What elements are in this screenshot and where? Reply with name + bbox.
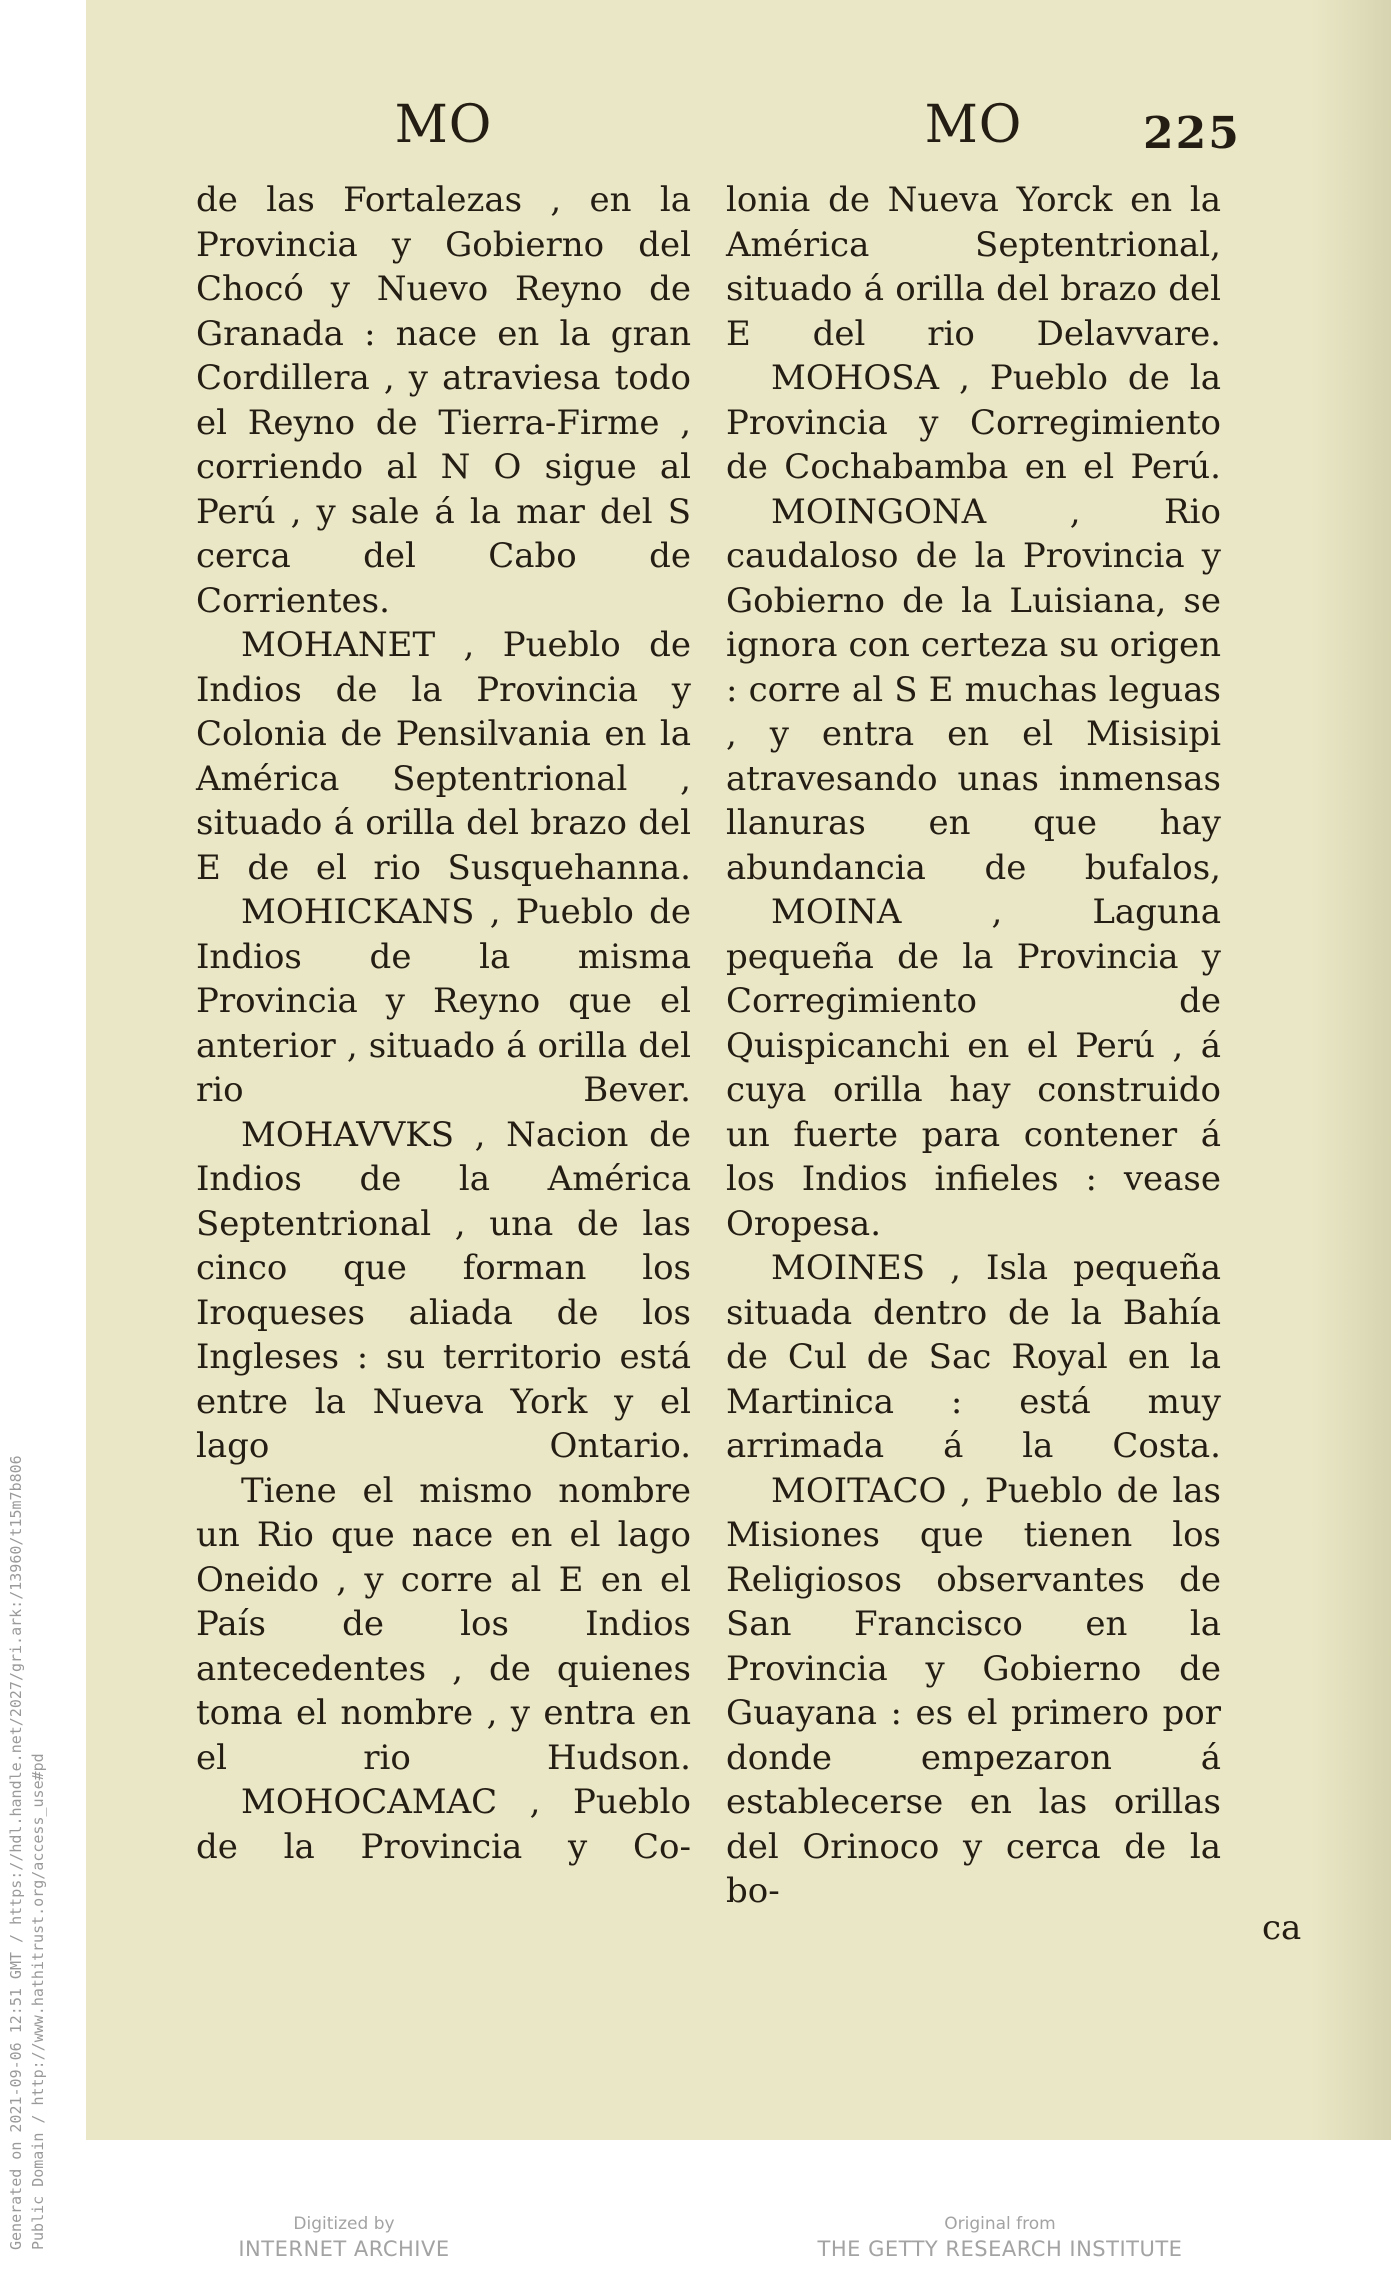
entry-paragraph: lonia de Nueva Yorck en la América Septentrional, situado á orilla del brazo del E del rio Delavvare. [726,180,1221,354]
entry-moina: MOINA , Laguna pequeña de la Provincia y Corregimiento de Quispicanchi en el Perú , á cuya orilla hay construido un fuerte para contener á los Indios infieles : vease Oropesa. [726,892,1221,1244]
right-column [726,90,1221,1914]
entry-moines: MOINES , Isla pequeña situada dentro de la Bahía de Cul de Sac Royal en la Martinica : está muy arrimada á la Costa. [726,1248,1221,1466]
entry-mohocamac: MOHOCAMAC , Pueblo de la Provincia y Co- [196,1782,691,1867]
getty-institute-label: THE GETTY RESEARCH INSTITUTE [817,2237,1183,2261]
book-page [86,0,1391,2140]
page-number: 225 [1143,108,1241,159]
entry-moitaco: MOITACO , Pueblo de las Misiones que tienen los Religiosos observantes de San Francisco en la Provincia y Gobierno de Guayana : es el primero por donde empezaron á establecerse en las orillas del Orinoco y cerca de la bo- [726,1470,1221,1911]
entry-mohavvks: MOHAVVKS , Nacion de Indios de la América Septentrional , una de las cinco que forman los Iroqueses aliada de los Ingleses : su territorio está entre la Nueva York y el lago Ontario. [196,1114,691,1466]
public-domain-stamp-text: Public Domain / http://www.hathitrust.org/access_use#pd [29,1753,47,2250]
generated-stamp-text: Generated on 2021-09-06 12:51 GMT / https://hdl.handle.net/2027/gri.ark:/13960/t15m7b806 [7,1455,25,2250]
entry-mohickans: MOHICKANS , Pueblo de Indios de la misma Provincia y Reyno que el anterior , situado á orilla del rio Bever. [196,892,691,1110]
entry-moingona: MOINGONA , Rio caudaloso de la Provincia y Gobierno de la Luisiana, se ignora con certeza su origen : corre al S E muchas leguas , y entra en el Misisipi atravesando unas inmensas llanuras en que hay abundancia de bufalos, [726,491,1221,888]
digitized-by-credit [154,2212,534,2262]
catchword: ca [1262,1908,1302,1948]
right-running-header: MO [924,95,1023,155]
entry-mohanet: MOHANET , Pueblo de Indios de la Provincia y Colonia de Pensilvania en la América Septentrional , situado á orilla del brazo del E de el rio Susquehanna. [196,625,691,888]
entry-paragraph: de las Fortalezas , en la Provincia y Gobierno del Chocó y Nuevo Reyno de Granada : nace en la gran Cordillera , y atraviesa todo el Reyno de Tierra-Firme , corriendo al N O sigue al Perú , y sale á la mar del S cerca del Cabo de Corrientes. [196,180,691,621]
entry-mohavvks-river: Tiene el mismo nombre un Rio que nace en el lago Oneido , y corre al E en el País de los Indios antecedentes , de quienes toma el nombre , y entra en el rio Hudson. [196,1470,691,1778]
internet-archive-label: INTERNET ARCHIVE [238,2237,450,2261]
left-running-header: MO [394,95,493,155]
original-from-label: Original from [944,2214,1056,2234]
page-spine-shadow [1311,0,1391,2140]
left-column [196,90,691,1869]
original-from-credit [810,2212,1190,2262]
hathitrust-stamp [0,1160,60,2250]
digitized-by-label: Digitized by [293,2214,395,2234]
entry-mohosa: MOHOSA , Pueblo de la Provincia y Corregimiento de Cochabamba en el Perú. [726,358,1221,487]
